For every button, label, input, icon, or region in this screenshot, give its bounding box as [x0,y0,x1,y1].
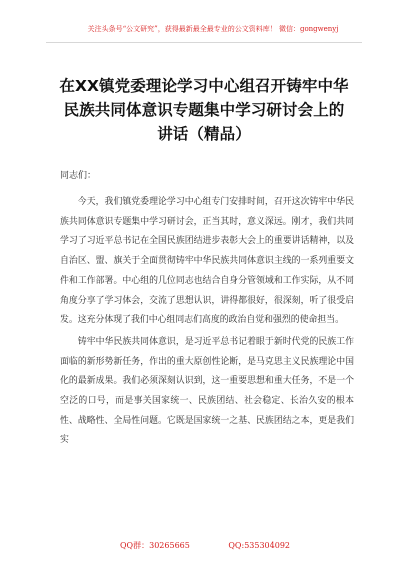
salutation: 同志们： [60,171,97,181]
header-notice: 关注头条号“公文研究”，获得最新最全最专业的公文资料库！ 微信：gongwenyj [87,25,339,33]
document-body [60,193,354,453]
footer-contact [120,541,290,551]
body-paragraph-2: 铸牢中华民族共同体意识，是习近平总书记着眼于新时代党的民族工作面临的新形势新任务，作出的重大原创性论断，是马克思主义民族理论中国化的最新成果。我们必须深刻认识到，这一重要思想和重大任务，不是一个空泛的口号，而是事关国家统一、民族团结、社会稳定、长治久安的根本性、战略性、全局性问题。它既是国家统一之基、民族团结之本，更是我们实 [60,336,354,446]
footer-qq-number: QQ:535304092 [228,541,290,550]
header-divider [46,42,362,43]
document-title: 在XX镇党委理论学习中心组召开铸牢中华民族共同体意识专题集中学习研讨会上的讲话（精品） [59,77,349,143]
body-paragraph-1: 今天，我们镇党委理论学习中心组专门安排时间，召开这次铸牢中华民族共同体意识专题集中学习研讨会，正当其时，意义深远。刚才，我们共同学习了习近平总书记在全国民族团结进步表彰大会上的重要讲话精神，以及自治区、盟、旗关于全面贯彻铸牢中华民族共同体意识主线的一系列重要文件和工作部署。中心组的几位同志也结合自身分管领域和工作实际，从不同角度分享了学习体会，交流了思想认识，讲得都很好，很深刻，听了很受启发。这充分体现了我们中心组同志们高度的政治自觉和强烈的使命担当。 [60,197,354,326]
footer-qq-group: QQ群：30265665 [120,541,190,550]
